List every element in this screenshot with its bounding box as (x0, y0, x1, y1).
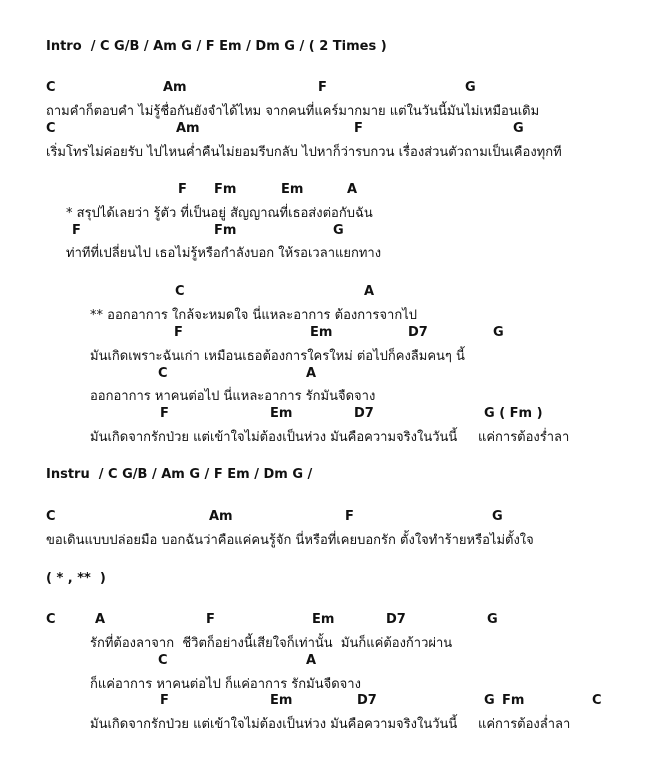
chord-label: F (354, 121, 363, 136)
chord-label: G (492, 509, 503, 524)
chord-label: A (364, 284, 375, 299)
chord-label: D7 (357, 693, 377, 708)
lyric-line: รักที่ต้องลาจาก ชีวิตก็อย่างนี้เสียใจก็เท่านั้น มันก็แค่ต้องก้าวผ่าน (90, 636, 453, 651)
repeat-marker: ( * , ** ) (46, 571, 106, 586)
lyric-line: มันเกิดจากรักป่วย แต่เข้าใจไม่ต้องเป็นห่วง มันคือความจริงในวันนี้ แค่การต้องล่ำลา (90, 717, 571, 732)
chord-label: F (174, 325, 183, 340)
chord-label: F (160, 693, 169, 708)
chord-label: Em (270, 406, 293, 421)
lyric-line: ท่าทีที่เปลี่ยนไป เธอไม่รู้หรือกำลังบอก ให้รอเวลาแยกทาง (66, 246, 382, 261)
lyric-line: ** ออกอาการ ใกล้จะหมดใจ นี่แหละอาการ ต้องการจากไป (90, 308, 417, 323)
chord-label: G (333, 223, 344, 238)
chord-label: Am (209, 509, 233, 524)
lyric-line: ขอเดินแบบปล่อยมือ บอกฉันว่าคือแค่คนรู้จัก นี่หรือที่เคยบอกรัก ตั้งใจทำร้ายหรือไม่ตั้งใจ (46, 533, 534, 548)
chord-label: A (95, 612, 106, 627)
chord-label: Em (312, 612, 335, 627)
chord-label: A (347, 182, 358, 197)
lyric-line: ถามคำก็ตอบคำ ไม่รู้ชื่อกันยังจำได้ไหม จากคนที่แคร์มากมาย แต่ในวันนี้มันไม่เหมือนเดิม (46, 104, 540, 119)
chord-label: A (306, 653, 317, 668)
chord-label: D7 (354, 406, 374, 421)
chord-label: C (46, 121, 56, 136)
chord-label: F (206, 612, 215, 627)
chord-label: C (158, 653, 168, 668)
chord-label: Am (163, 80, 187, 95)
chord-label: C (46, 80, 56, 95)
chord-label: C (46, 612, 56, 627)
chord-label: Em (281, 182, 304, 197)
chord-label: C (158, 366, 168, 381)
chord-label: Fm (214, 182, 237, 197)
chord-label: F (345, 509, 354, 524)
lyric-line: เริ่มโทรไม่ค่อยรับ ไปไหนค่ำคืนไม่ยอมรีบกลับ ไปหาก็ว่ารบกวน เรื่องส่วนตัวถามเป็นเคืองทุกที (46, 145, 562, 160)
chord-label: F (72, 223, 81, 238)
chord-label: F (178, 182, 187, 197)
chord-label: F (318, 80, 327, 95)
intro-line: Intro / C G/B / Am G / F Em / Dm G / ( 2 Times ) (46, 39, 387, 54)
lyric-line: ออกอาการ หาคนต่อไป นี่แหละอาการ รักมันจืดจาง (90, 389, 376, 404)
chord-label: Fm (502, 693, 525, 708)
chord-label: C (46, 509, 56, 524)
chord-label: G (465, 80, 476, 95)
chord-label: G (484, 693, 495, 708)
chord-label: Em (270, 693, 293, 708)
chord-label: G ( Fm ) (484, 406, 543, 421)
chord-label: Fm (214, 223, 237, 238)
lyric-line: มันเกิดเพราะฉันเก่า เหมือนเธอต้องการใครใหม่ ต่อไปก็คงลืมคนๆ นี้ (90, 349, 465, 364)
lyric-line: ก็แค่อาการ หาคนต่อไป ก็แค่อาการ รักมันจืดจาง (90, 677, 361, 692)
lyric-line: มันเกิดจากรักป่วย แต่เข้าใจไม่ต้องเป็นห่วง มันคือความจริงในวันนี้ แค่การต้องร่ำลา (90, 430, 570, 445)
chord-label: C (592, 693, 602, 708)
chord-label: F (160, 406, 169, 421)
chord-label: A (306, 366, 317, 381)
chord-label: G (513, 121, 524, 136)
lyric-line: * สรุปได้เลยว่า รู้ตัว ที่เป็นอยู่ สัญญาณที่เธอส่งต่อกับฉัน (66, 206, 373, 221)
chord-label: D7 (386, 612, 406, 627)
chord-label: D7 (408, 325, 428, 340)
chord-label: G (493, 325, 504, 340)
instru-line: Instru / C G/B / Am G / F Em / Dm G / (46, 467, 313, 482)
chord-label: C (175, 284, 185, 299)
chord-label: G (487, 612, 498, 627)
chord-label: Em (310, 325, 333, 340)
chord-label: Am (176, 121, 200, 136)
